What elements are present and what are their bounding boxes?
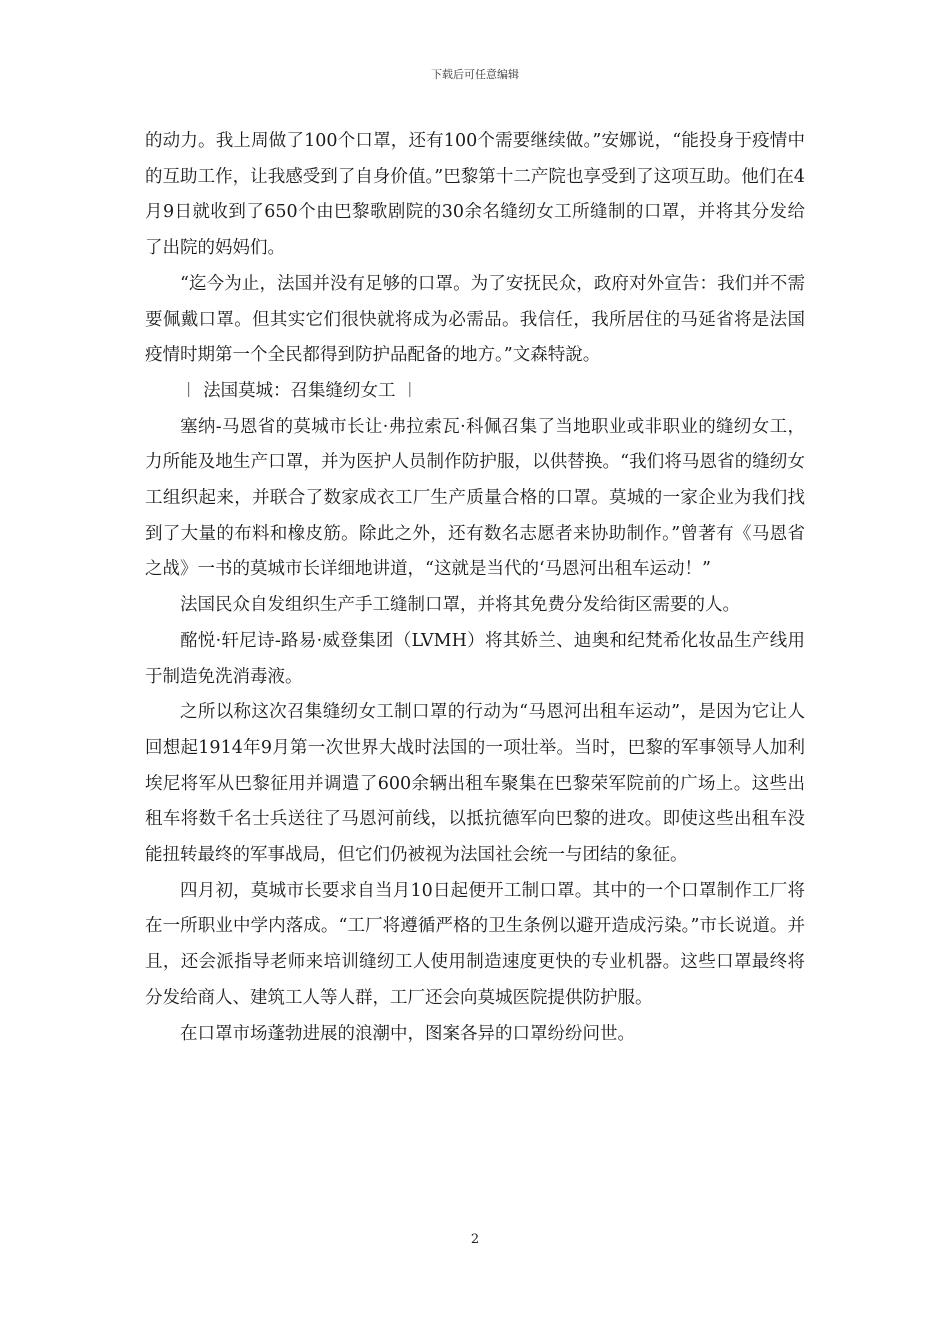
paragraph-5: 酩悦·轩尼诗-路易·威登集团（LVMH）将其娇兰、迪奥和纪梵希化妆品生产线用于制造免洗消毒液。 <box>145 630 805 687</box>
section-heading: ︱ 法国莫城：召集缝纫女工 ︱ <box>180 380 419 401</box>
paragraph-4: 法国民众自发组织生产手工缝制口罩，并将其免费分发给街区需要的人。 <box>180 595 740 616</box>
paragraph-7: 四月初，莫城市长要求自当月10日起便开工制口罩。其中的一个口罩制作工厂将在一所职业中学内落成。“工厂将遵循严格的卫生条例以避开造成污染。”市长说道。并且，还会派指导老师来培训缝纫工人使用制造速度更快的专业机器。这些口罩最终将分发给商人、建筑工人等人群，工厂还会向莫城医院提供防护服。 <box>145 880 805 1008</box>
paragraph-2: “迄今为止，法国并没有足够的口罩。为了安抚民众，政府对外宣告：我们并不需要佩戴口罩。但其实它们很快就将成为必需品。我信任，我所居住的马延省将是法国疫情时期第一个全民都得到防护品配备的地方。”文森特說。 <box>145 273 805 366</box>
document-body <box>145 124 805 1052</box>
paragraph-3: 塞纳-马恩省的莫城市长让·弗拉索瓦·科佩召集了当地职业或非职业的缝纫女工，力所能及地生产口罩，并为医护人员制作防护服，以供替换。“我们将马恩省的缝纫女工组织起来，并联合了数家成衣工厂生产质量合格的口罩。莫城的一家企业为我们找到了大量的布料和橡皮筋。除此之外，还有数名志愿者来协助制作。”曾著有《马恩省之战》一书的莫城市长详细地讲道，“这就是当代的‘马恩河出租车运动！” <box>145 416 805 580</box>
paragraph-6: 之所以称这次召集缝纫女工制口罩的行动为“马恩河出租车运动”，是因为它让人回想起1914年9月第一次世界大战时法国的一项壮举。当时，巴黎的军事领导人加利埃尼将军从巴黎征用并调遣了600余辆出租车聚集在巴黎荣军院前的广场上。这些出租车将数千名士兵送往了马恩河前线，以抵抗德军向巴黎的进攻。即使这些出租车没能扭转最终的军事战局，但它们仍被视为法国社会统一与团结的象征。 <box>145 702 805 866</box>
page-header: 下载后可任意编辑 <box>431 68 519 81</box>
paragraph-8: 在口罩市场蓬勃进展的浪潮中，图案各异的口罩纷纷问世。 <box>180 1023 635 1044</box>
page-number: 2 <box>470 1232 480 1247</box>
paragraph-1: 的动力。我上周做了100个口罩，还有100个需要继续做。”安娜说，“能投身于疫情中的互助工作，让我感受到了自身价值。”巴黎第十二产院也享受到了这项互助。他们在4月9日就收到了650个由巴黎歌剧院的30余名缝纫女工所缝制的口罩，并将其分发给了出院的妈妈们。 <box>145 131 805 259</box>
